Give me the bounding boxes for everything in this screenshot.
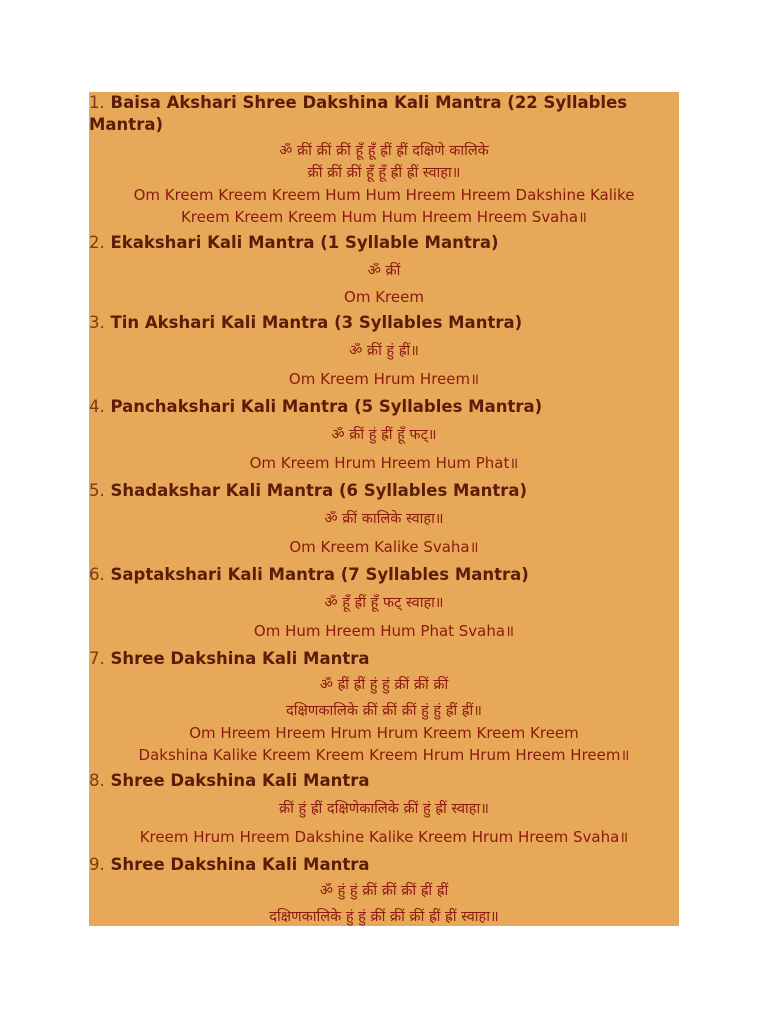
mantra-devanagari-line: क्रीं हुं ह्रीं दक्षिणेकालिके क्रीं हुं ह्रीं स्वाहा॥ — [279, 801, 489, 817]
mantra-title: Tin Akshari Kali Mantra (3 Syllables Mantra) — [110, 313, 523, 332]
mantra-item-6 — [89, 564, 679, 642]
mantra-heading — [89, 232, 679, 254]
mantra-devanagari-line: ॐ ह्रीं ह्रीं हुं हुं क्रीं क्रीं क्रीं — [319, 677, 449, 693]
mantra-heading — [89, 854, 679, 876]
mantra-title: Shree Dakshina Kali Mantra — [110, 855, 370, 874]
mantra-item-2 — [89, 232, 679, 308]
item-number: 2. — [89, 233, 105, 252]
mantra-heading — [89, 92, 679, 136]
mantra-heading — [89, 312, 679, 334]
mantra-item-4 — [89, 396, 679, 474]
mantra-transliteration-line: Kreem Hrum Hreem Dakshine Kalike Kreem Hrum Hreem Svaha॥ — [139, 828, 629, 846]
mantra-devanagari-line: ॐ क्रीं — [367, 263, 401, 279]
mantra-heading — [89, 396, 679, 418]
mantra-title: Shree Dakshina Kali Mantra — [110, 771, 370, 790]
mantra-title: Shadakshar Kali Mantra (6 Syllables Mantra) — [110, 481, 528, 500]
mantra-item-8 — [89, 770, 679, 848]
mantra-devanagari-line: दक्षिणकालिके हुं हुं क्रीं क्रीं क्रीं ह्रीं ह्रीं स्वाहा॥ — [269, 909, 499, 925]
mantra-item-9 — [89, 854, 679, 928]
mantra-transliteration-line: Dakshina Kalike Kreem Kreem Kreem Hrum Hrum Hreem Hreem॥ — [138, 746, 630, 764]
mantra-title: Shree Dakshina Kali Mantra — [110, 649, 370, 668]
item-number: 5. — [89, 481, 105, 500]
mantra-devanagari-line: ॐ क्रीं कालिके स्वाहा॥ — [324, 511, 444, 527]
item-number: 7. — [89, 649, 105, 668]
mantra-item-7 — [89, 648, 679, 766]
item-number: 6. — [89, 565, 105, 584]
item-number: 9. — [89, 855, 105, 874]
mantra-transliteration-line: Om Kreem Kreem Kreem Hum Hum Hreem Hreem Dakshine Kalike — [133, 186, 635, 204]
mantra-heading — [89, 480, 679, 502]
item-number: 1. — [89, 93, 105, 112]
mantra-title: Panchakshari Kali Mantra (5 Syllables Mantra) — [110, 397, 543, 416]
mantra-heading — [89, 770, 679, 792]
mantra-transliteration-line: Om Hreem Hreem Hrum Hrum Kreem Kreem Kreem — [189, 724, 579, 742]
mantra-title: Baisa Akshari Shree Dakshina Kali Mantra (22 Syllables Mantra) — [89, 93, 628, 134]
mantra-item-1 — [89, 92, 679, 228]
mantra-heading — [89, 648, 679, 670]
mantra-heading — [89, 564, 679, 586]
mantra-devanagari-line: दक्षिणकालिके क्रीं क्रीं क्रीं हुं हुं ह्रीं ह्रीं॥ — [286, 703, 482, 719]
item-number: 4. — [89, 397, 105, 416]
mantra-devanagari-line: ॐ हूँ ह्रीं हूँ फट् स्वाहा॥ — [324, 595, 444, 611]
mantra-devanagari-line: ॐ क्रीं हुं ह्रीं॥ — [349, 343, 419, 359]
mantra-item-3 — [89, 312, 679, 390]
mantra-transliteration-line: Om Hum Hreem Hum Phat Svaha॥ — [253, 622, 515, 640]
item-number: 8. — [89, 771, 105, 790]
mantra-panel — [89, 92, 679, 926]
mantra-devanagari-line: क्रीं क्रीं क्रीं हूँ हूँ ह्रीं ह्रीं स्वाहा॥ — [307, 165, 461, 181]
mantra-transliteration-line: Om Kreem — [344, 288, 424, 306]
mantra-title: Saptakshari Kali Mantra (7 Syllables Mantra) — [110, 565, 529, 584]
mantra-devanagari-line: ॐ क्रीं क्रीं क्रीं हूँ हूँ ह्रीं ह्रीं दक्षिणे कालिके — [279, 143, 489, 159]
mantra-devanagari-line: ॐ क्रीं हुं ह्रीं हूँ फट्॥ — [331, 427, 437, 443]
mantra-transliteration-line: Kreem Kreem Kreem Hum Hum Hreem Hreem Svaha॥ — [180, 208, 588, 226]
mantra-transliteration-line: Om Kreem Hrum Hreem Hum Phat॥ — [249, 454, 519, 472]
mantra-transliteration-line: Om Kreem Hrum Hreem॥ — [288, 370, 480, 388]
mantra-title: Ekakshari Kali Mantra (1 Syllable Mantra) — [110, 233, 499, 252]
item-number: 3. — [89, 313, 105, 332]
mantra-item-5 — [89, 480, 679, 558]
mantra-transliteration-line: Om Kreem Kalike Svaha॥ — [289, 538, 479, 556]
mantra-devanagari-line: ॐ हुं हुं क्रीं क्रीं क्रीं ह्रीं ह्रीं — [319, 883, 449, 899]
